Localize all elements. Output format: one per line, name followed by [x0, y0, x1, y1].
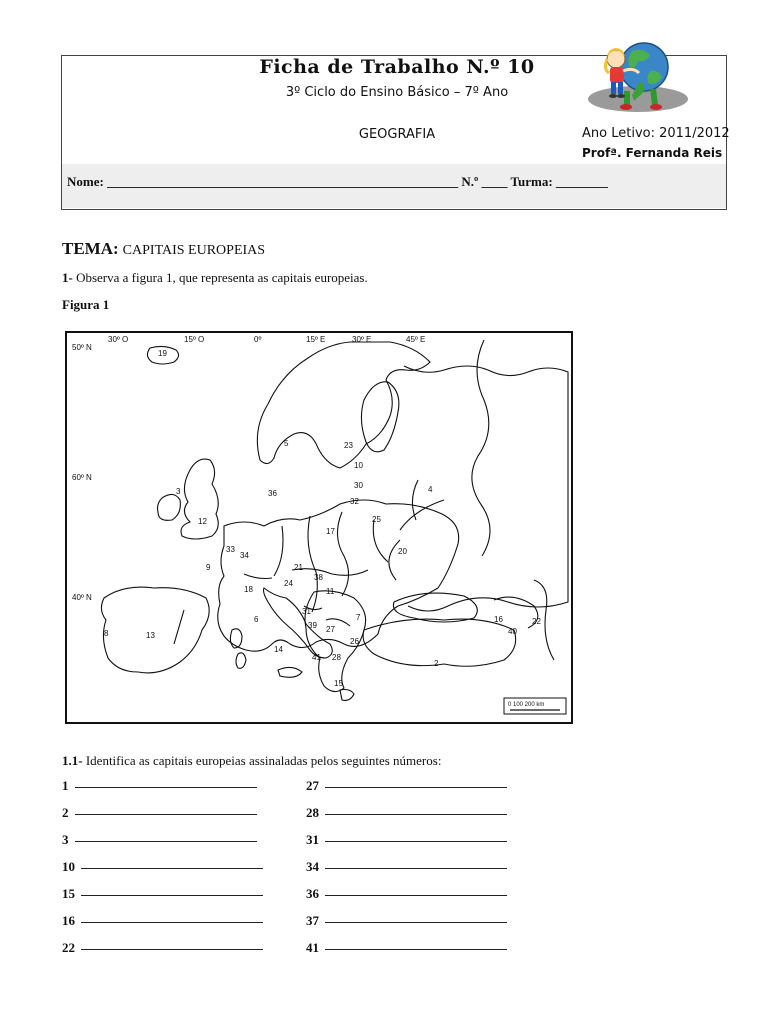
answer-line[interactable] [62, 913, 263, 940]
school-year-label: Ano Letivo: [582, 126, 655, 141]
answer-blank[interactable] [325, 841, 507, 842]
answer-number: 36 [306, 886, 319, 901]
answer-blank[interactable] [325, 814, 507, 815]
answer-blank[interactable] [75, 787, 257, 788]
answer-number: 16 [62, 913, 75, 928]
map-label: 41 [312, 653, 321, 662]
map-label: 38 [314, 573, 323, 582]
europe-capitals-map [64, 330, 574, 725]
answer-number: 3 [62, 832, 69, 847]
answer-blank[interactable] [325, 868, 507, 869]
map-label: 5 [284, 439, 289, 448]
topic-text: CAPITAIS EUROPEIAS [122, 243, 266, 258]
mascot-globe-illustration [580, 37, 688, 117]
question-1-1-text: Identifica as capitais europeias assinaladas pelos seguintes números: [85, 753, 442, 768]
answer-line[interactable] [62, 832, 263, 859]
answer-blank[interactable] [81, 922, 263, 923]
answer-line[interactable] [306, 886, 507, 913]
topic-heading [62, 239, 265, 259]
map-scale-label: 0 100 200 km [508, 702, 545, 708]
answer-line[interactable] [62, 778, 263, 805]
map-label: 23 [344, 441, 353, 450]
map-label: 15º O [184, 335, 205, 344]
map-label: 19 [158, 349, 167, 358]
answer-blank[interactable] [325, 787, 507, 788]
answer-number: 28 [306, 805, 319, 820]
topic-label: TEMA: [62, 239, 119, 258]
map-label: 7 [356, 613, 361, 622]
map-label: 31 [302, 607, 311, 616]
map-label: 2 [434, 659, 439, 668]
answer-blank[interactable] [75, 814, 257, 815]
map-label: 14 [274, 645, 283, 654]
map-label: 27 [326, 625, 335, 634]
map-label: 40º N [72, 593, 92, 602]
answer-line[interactable] [306, 832, 507, 859]
map-label: 18 [244, 585, 253, 594]
answer-blank[interactable] [325, 949, 507, 950]
map-label: 30 [354, 481, 363, 490]
question-1-1-number: 1.1- [62, 753, 83, 768]
map-label: 9 [206, 563, 211, 572]
map-label: 3 [176, 487, 181, 496]
map-label: 16 [494, 615, 503, 624]
answer-line[interactable] [62, 859, 263, 886]
figure-label: Figura 1 [62, 297, 110, 312]
answer-line[interactable] [62, 940, 263, 967]
answer-number: 2 [62, 805, 69, 820]
school-year [582, 126, 730, 141]
map-label: 21 [294, 563, 303, 572]
map-label: 39 [308, 621, 317, 630]
answer-blank[interactable] [325, 895, 507, 896]
teacher-name: Profª. Fernanda Reis [582, 146, 723, 160]
map-label: 28 [332, 653, 341, 662]
worksheet-title: Ficha de Trabalho N.º 10 [259, 56, 535, 78]
answer-line[interactable] [62, 886, 263, 913]
map-label: 4 [428, 485, 433, 494]
map-label: 24 [284, 579, 293, 588]
map-label: 30º E [352, 335, 372, 344]
map-label: 50º N [72, 343, 92, 352]
map-label: 17 [326, 527, 335, 536]
question-1-text: Observa a figura 1, que representa as capitais europeias. [76, 270, 368, 285]
map-label: 36 [268, 489, 277, 498]
school-year-value: 2011/2012 [659, 126, 730, 141]
answer-number: 22 [62, 940, 75, 955]
map-label: 26 [350, 637, 359, 646]
answer-line[interactable] [306, 805, 507, 832]
answer-column-left [62, 778, 263, 967]
answer-number: 31 [306, 832, 319, 847]
answer-blank[interactable] [325, 922, 507, 923]
map-label: 22 [532, 617, 541, 626]
map-label: 40 [508, 627, 517, 636]
map-label: 45º E [406, 335, 426, 344]
map-label: 10 [354, 461, 363, 470]
map-label: 6 [254, 615, 259, 624]
answer-blank[interactable] [75, 841, 257, 842]
answer-number: 27 [306, 778, 319, 793]
map-label: 34 [240, 551, 249, 560]
answer-line[interactable] [62, 805, 263, 832]
subject-name: GEOGRAFIA [358, 127, 436, 142]
answer-blank[interactable] [81, 895, 263, 896]
map-label: 8 [104, 629, 109, 638]
answer-blank[interactable] [81, 868, 263, 869]
map-scale-bar [504, 698, 566, 714]
answer-number: 34 [306, 859, 319, 874]
map-label: 15 [334, 679, 343, 688]
question-1 [62, 270, 368, 286]
map-label: 32 [350, 497, 359, 506]
answer-blank[interactable] [81, 949, 263, 950]
answer-number: 15 [62, 886, 75, 901]
question-1-number: 1- [62, 270, 73, 285]
map-label: 0º [254, 335, 262, 344]
map-label: 33 [226, 545, 235, 554]
answer-line[interactable] [306, 778, 507, 805]
map-label: 15º E [306, 335, 326, 344]
map-label: 30º O [108, 335, 129, 344]
answer-line[interactable] [306, 913, 507, 940]
answer-column-right [306, 778, 507, 967]
school-level: 3º Ciclo do Ensino Básico – 7º Ano [285, 85, 509, 100]
answer-number: 1 [62, 778, 69, 793]
map-label: 60º N [72, 473, 92, 482]
student-info-line: Nome: ______________________________________________________ N.º ____ Turma: ________ [67, 174, 608, 189]
answer-number: 10 [62, 859, 75, 874]
answer-line[interactable] [306, 859, 507, 886]
worksheet-header [61, 55, 730, 210]
map-label: 11 [326, 587, 335, 596]
map-label: 12 [198, 517, 207, 526]
answer-line[interactable] [306, 940, 507, 967]
answer-number: 41 [306, 940, 319, 955]
question-1-1 [62, 753, 441, 769]
map-label: 25 [372, 515, 381, 524]
map-label: 20 [398, 547, 407, 556]
answer-number: 37 [306, 913, 319, 928]
map-label: 13 [146, 631, 155, 640]
